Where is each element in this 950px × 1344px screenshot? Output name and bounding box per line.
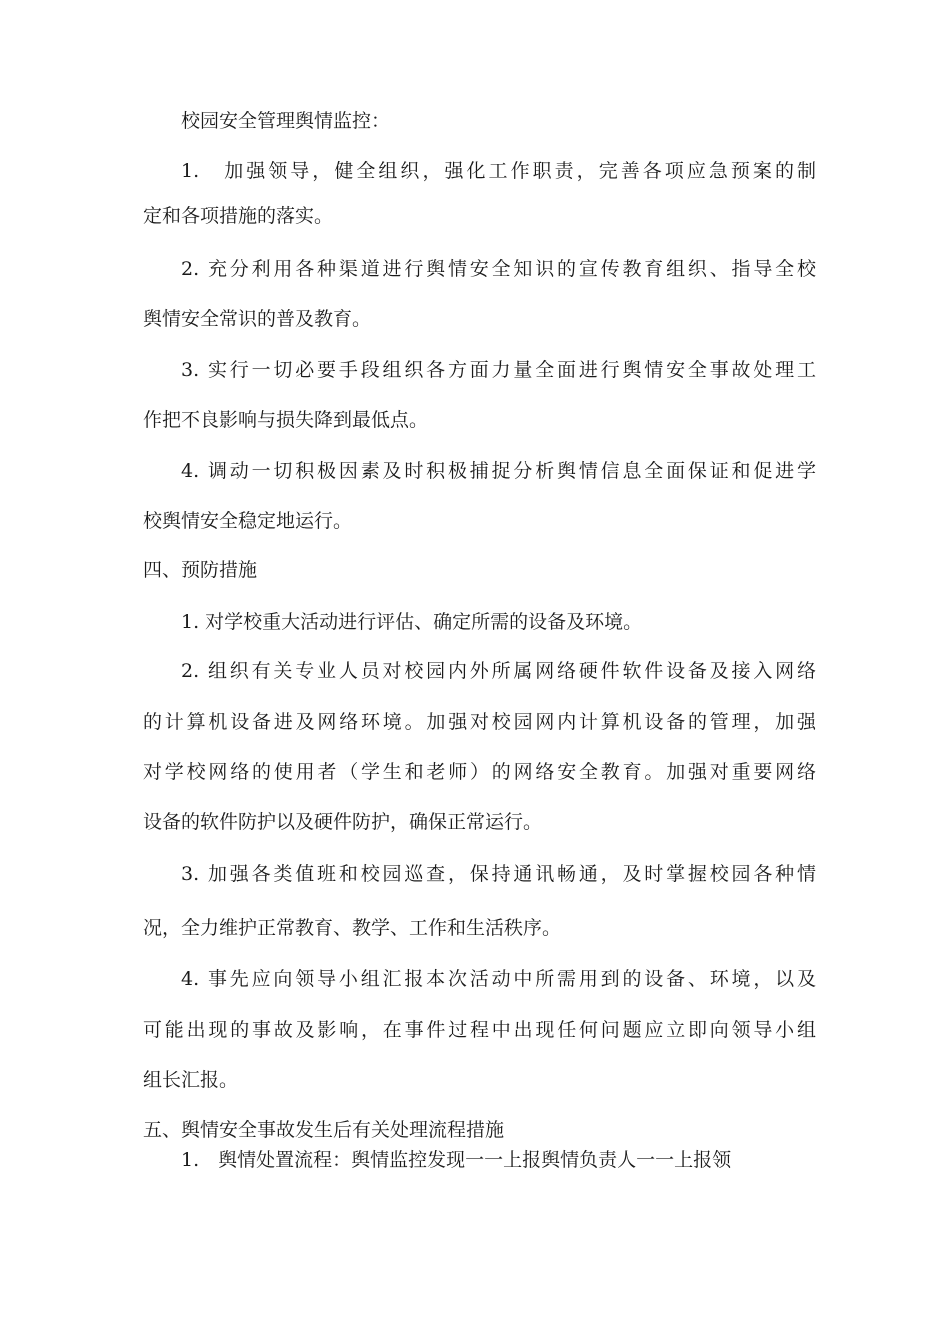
paragraph-line: 舆情安全常识的普及教育。 <box>143 308 372 330</box>
section-heading: 四、预防措施 <box>143 559 258 581</box>
paragraph-line: 3. 加强各类值班和校园巡查，保持通讯畅通，及时掌握校园各种情 <box>181 863 816 885</box>
paragraph-line: 1. 对学校重大活动进行评估、确定所需的设备及环境。 <box>181 611 643 633</box>
paragraph-line: 校舆情安全稳定地运行。 <box>143 510 353 532</box>
section-heading: 五、舆情安全事故发生后有关处理流程措施 <box>143 1119 505 1141</box>
paragraph-line: 定和各项措施的落实。 <box>143 205 334 227</box>
paragraph-line: 2. 组织有关专业人员对校园内外所属网络硬件软件设备及接入网络 <box>181 660 816 682</box>
paragraph-line: 组长汇报。 <box>143 1069 239 1091</box>
paragraph-line: 3. 实行一切必要手段组织各方面力量全面进行舆情安全事故处理工 <box>181 359 816 381</box>
intro-heading: 校园安全管理舆情监控： <box>181 110 391 132</box>
paragraph-line: 可能出现的事故及影响，在事件过程中出现任何问题应立即向领导小组 <box>143 1019 816 1041</box>
paragraph-line: 4. 调动一切积极因素及时积极捕捉分析舆情信息全面保证和促进学 <box>181 460 816 482</box>
paragraph-line: 1. 加强领导，健全组织，强化工作职责，完善各项应急预案的制 <box>181 160 816 182</box>
paragraph-line: 对学校网络的使用者（学生和老师）的网络安全教育。加强对重要网络 <box>143 761 816 783</box>
paragraph-line: 况，全力维护正常教育、教学、工作和生活秩序。 <box>143 917 562 939</box>
paragraph-line: 作把不良影响与损失降到最低点。 <box>143 409 429 431</box>
paragraph-line: 设备的软件防护以及硬件防护，确保正常运行。 <box>143 811 543 833</box>
paragraph-line: 2. 充分利用各种渠道进行舆情安全知识的宣传教育组织、指导全校 <box>181 258 816 280</box>
paragraph-line: 1. 舆情处置流程：舆情监控发现一一上报舆情负责人一一上报领 <box>181 1149 732 1171</box>
paragraph-line: 4. 事先应向领导小组汇报本次活动中所需用到的设备、环境，以及 <box>181 968 816 990</box>
paragraph-line: 的计算机设备进及网络环境。加强对校园网内计算机设备的管理，加强 <box>143 711 816 733</box>
